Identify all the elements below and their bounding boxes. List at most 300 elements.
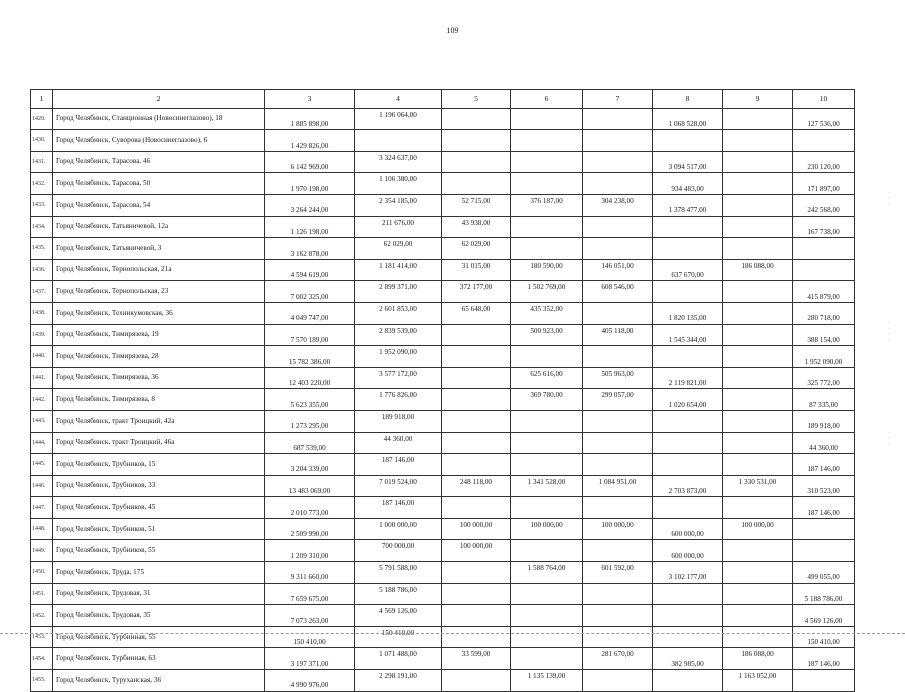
row-number: 1444. bbox=[31, 432, 53, 454]
address-cell: Город Челябинск, Трубников, 15 bbox=[53, 454, 265, 476]
amount-cell bbox=[442, 583, 511, 605]
amount-cell: 171 897,00 bbox=[793, 173, 855, 195]
amount-cell bbox=[442, 562, 511, 584]
amount-cell bbox=[511, 108, 583, 130]
amount-cell: 7 002 325,00 bbox=[265, 281, 355, 303]
amount-cell: 1 952 090,00 bbox=[793, 346, 855, 368]
table-row bbox=[31, 518, 855, 540]
amount-cell: 65 648,00 bbox=[442, 302, 511, 324]
amount-cell bbox=[511, 410, 583, 432]
amount-cell: 304 238,00 bbox=[583, 194, 653, 216]
amount-cell bbox=[793, 518, 855, 540]
amount-cell: 369 780,00 bbox=[511, 389, 583, 411]
amount-cell bbox=[583, 410, 653, 432]
amount-cell: 187 146,00 bbox=[355, 497, 442, 519]
amount-cell: 3 204 339,00 bbox=[265, 454, 355, 476]
amount-cell: 637 670,00 bbox=[653, 259, 723, 281]
amount-cell: 7 019 524,00 bbox=[355, 475, 442, 497]
amount-cell: 4 990 976,00 bbox=[265, 670, 355, 692]
amount-cell: 5 188 786,00 bbox=[793, 583, 855, 605]
row-number: 1443. bbox=[31, 410, 53, 432]
amount-cell: 1 068 528,00 bbox=[653, 108, 723, 130]
amount-cell bbox=[511, 540, 583, 562]
amount-cell: 6 142 969,00 bbox=[265, 151, 355, 173]
table-row bbox=[31, 238, 855, 260]
amount-cell: 150 410,00 bbox=[355, 626, 442, 648]
amount-cell: 13 483 069,00 bbox=[265, 475, 355, 497]
amount-cell: 388 154,00 bbox=[793, 324, 855, 346]
row-number: 1434. bbox=[31, 216, 53, 238]
amount-cell: 372 177,00 bbox=[442, 281, 511, 303]
address-cell: Город Челябинск, Суворова (Новосинеглазово), 6 bbox=[53, 130, 265, 152]
amount-cell bbox=[723, 605, 793, 627]
amount-cell: 150 410,00 bbox=[265, 626, 355, 648]
amount-cell: 2 601 853,00 bbox=[355, 302, 442, 324]
table-row bbox=[31, 346, 855, 368]
amount-cell bbox=[793, 670, 855, 692]
amount-cell: 280 718,00 bbox=[793, 302, 855, 324]
amount-cell bbox=[793, 130, 855, 152]
amount-cell bbox=[583, 432, 653, 454]
row-number: 1451. bbox=[31, 583, 53, 605]
amount-cell: 167 738,00 bbox=[793, 216, 855, 238]
amount-cell: 33 599,00 bbox=[442, 648, 511, 670]
amount-cell bbox=[653, 130, 723, 152]
amount-cell bbox=[723, 583, 793, 605]
column-header: 9 bbox=[723, 90, 793, 109]
row-number: 1438. bbox=[31, 302, 53, 324]
amount-cell: 211 676,00 bbox=[355, 216, 442, 238]
amount-cell bbox=[511, 583, 583, 605]
amount-cell: 7 570 189,00 bbox=[265, 324, 355, 346]
address-cell: Город Челябинск, Тимирязева, 19 bbox=[53, 324, 265, 346]
amount-cell: 2 119 821,00 bbox=[653, 367, 723, 389]
amount-cell bbox=[723, 626, 793, 648]
amount-cell bbox=[511, 454, 583, 476]
amount-cell: 500 923,00 bbox=[511, 324, 583, 346]
amount-cell: 2 010 773,00 bbox=[265, 497, 355, 519]
amount-cell: 3 094 517,00 bbox=[653, 151, 723, 173]
amount-cell bbox=[793, 238, 855, 260]
address-cell: Город Челябинск, тракт Троицкий, 42а bbox=[53, 410, 265, 432]
amount-cell bbox=[442, 108, 511, 130]
amount-cell bbox=[442, 324, 511, 346]
amount-cell: 4 569 126,00 bbox=[355, 605, 442, 627]
amount-cell: 100 000,00 bbox=[511, 518, 583, 540]
address-cell: Город Челябинск, Татьяничевой, 3 bbox=[53, 238, 265, 260]
amount-cell: 1 196 064,00 bbox=[355, 108, 442, 130]
amount-cell: 44 360,00 bbox=[793, 432, 855, 454]
column-header: 8 bbox=[653, 90, 723, 109]
amount-cell bbox=[583, 540, 653, 562]
amount-cell bbox=[653, 583, 723, 605]
amount-cell: 62 029,00 bbox=[355, 238, 442, 260]
amount-cell: 248 118,00 bbox=[442, 475, 511, 497]
amount-cell: 180 590,00 bbox=[511, 259, 583, 281]
amount-cell: 376 187,00 bbox=[511, 194, 583, 216]
amount-cell: 2 703 873,00 bbox=[653, 475, 723, 497]
address-cell: Город Челябинск, Трудовая, 31 bbox=[53, 583, 265, 605]
address-cell: Город Челябинск, Тернопольская, 21а bbox=[53, 259, 265, 281]
table-row bbox=[31, 562, 855, 584]
amount-cell bbox=[723, 540, 793, 562]
header-row bbox=[31, 90, 855, 109]
address-cell: Город Челябинск, Тимирязева, 28 bbox=[53, 346, 265, 368]
amount-cell: 687 539,00 bbox=[265, 432, 355, 454]
amount-cell: 415 879,00 bbox=[793, 281, 855, 303]
amount-cell bbox=[653, 626, 723, 648]
amount-cell: 310 523,00 bbox=[793, 475, 855, 497]
amount-cell bbox=[723, 108, 793, 130]
amount-cell bbox=[723, 389, 793, 411]
amount-cell bbox=[442, 432, 511, 454]
address-cell: Город Челябинск, Турбинная, 55 bbox=[53, 626, 265, 648]
amount-cell: 3 162 878,00 bbox=[265, 238, 355, 260]
column-header: 4 bbox=[355, 90, 442, 109]
address-cell: Город Челябинск, Трубников, 55 bbox=[53, 540, 265, 562]
amount-cell: 100 000,00 bbox=[723, 518, 793, 540]
row-number: 1429. bbox=[31, 108, 53, 130]
amount-cell bbox=[723, 130, 793, 152]
amount-cell bbox=[653, 432, 723, 454]
amount-cell: 405 118,00 bbox=[583, 324, 653, 346]
amount-cell: 87 335,00 bbox=[793, 389, 855, 411]
row-number: 1436. bbox=[31, 259, 53, 281]
amount-cell: 2 839 539,00 bbox=[355, 324, 442, 346]
amount-cell bbox=[723, 497, 793, 519]
amount-cell bbox=[442, 130, 511, 152]
amount-cell: 4 594 619,00 bbox=[265, 259, 355, 281]
row-number: 1439. bbox=[31, 324, 53, 346]
funding-table bbox=[30, 89, 855, 692]
amount-cell bbox=[653, 281, 723, 303]
amount-cell: 31 015,00 bbox=[442, 259, 511, 281]
amount-cell: 15 782 386,00 bbox=[265, 346, 355, 368]
amount-cell: 1 000 000,00 bbox=[355, 518, 442, 540]
amount-cell: 299 057,00 bbox=[583, 389, 653, 411]
amount-cell bbox=[723, 151, 793, 173]
amount-cell: 1 341 528,00 bbox=[511, 475, 583, 497]
amount-cell: 1 181 414,00 bbox=[355, 259, 442, 281]
amount-cell: 127 536,00 bbox=[793, 108, 855, 130]
amount-cell bbox=[723, 367, 793, 389]
row-number: 1449. bbox=[31, 540, 53, 562]
amount-cell bbox=[511, 130, 583, 152]
amount-cell: 325 772,00 bbox=[793, 367, 855, 389]
amount-cell: 1 952 090,00 bbox=[355, 346, 442, 368]
amount-cell bbox=[511, 605, 583, 627]
amount-cell: 1 588 764,00 bbox=[511, 562, 583, 584]
address-cell: Город Челябинск, Татьяничевой, 12а bbox=[53, 216, 265, 238]
amount-cell: 1 820 135,00 bbox=[653, 302, 723, 324]
amount-cell bbox=[723, 194, 793, 216]
amount-cell bbox=[723, 173, 793, 195]
amount-cell: 186 088,00 bbox=[723, 259, 793, 281]
amount-cell: 7 659 675,00 bbox=[265, 583, 355, 605]
amount-cell: 1 071 488,00 bbox=[355, 648, 442, 670]
table-row bbox=[31, 583, 855, 605]
amount-cell bbox=[583, 583, 653, 605]
table-row bbox=[31, 497, 855, 519]
table-row bbox=[31, 648, 855, 670]
amount-cell: 382 985,00 bbox=[653, 648, 723, 670]
row-number: 1435. bbox=[31, 238, 53, 260]
amount-cell: 934 483,00 bbox=[653, 173, 723, 195]
scan-artifact: · · · bbox=[888, 430, 891, 448]
scan-artifact: · · · · bbox=[888, 320, 891, 344]
row-number: 1448. bbox=[31, 518, 53, 540]
table-row bbox=[31, 454, 855, 476]
table-row bbox=[31, 324, 855, 346]
amount-cell bbox=[583, 626, 653, 648]
amount-cell bbox=[723, 324, 793, 346]
address-cell: Город Челябинск, Тернопольская, 23 bbox=[53, 281, 265, 303]
address-cell: Город Челябинск, Трубников, 33 bbox=[53, 475, 265, 497]
amount-cell: 3 577 172,00 bbox=[355, 367, 442, 389]
amount-cell bbox=[511, 432, 583, 454]
amount-cell bbox=[442, 367, 511, 389]
amount-cell bbox=[583, 238, 653, 260]
amount-cell bbox=[511, 626, 583, 648]
amount-cell: 187 146,00 bbox=[355, 454, 442, 476]
table-row bbox=[31, 367, 855, 389]
amount-cell: 600 000,00 bbox=[653, 540, 723, 562]
address-cell: Город Челябинск, Станционная (Новосинеглазово), 18 bbox=[53, 108, 265, 130]
amount-cell bbox=[583, 670, 653, 692]
amount-cell: 62 029,00 bbox=[442, 238, 511, 260]
amount-cell bbox=[355, 130, 442, 152]
amount-cell bbox=[442, 151, 511, 173]
amount-cell: 5 791 588,00 bbox=[355, 562, 442, 584]
amount-cell bbox=[442, 454, 511, 476]
scan-artifact: · · · bbox=[888, 190, 891, 208]
amount-cell bbox=[442, 346, 511, 368]
amount-cell bbox=[583, 346, 653, 368]
amount-cell: 1 084 951,00 bbox=[583, 475, 653, 497]
table-row bbox=[31, 432, 855, 454]
row-number: 1431. bbox=[31, 151, 53, 173]
amount-cell: 499 055,00 bbox=[793, 562, 855, 584]
amount-cell: 1 020 654,00 bbox=[653, 389, 723, 411]
row-number: 1437. bbox=[31, 281, 53, 303]
column-header: 1 bbox=[31, 90, 53, 109]
row-number: 1447. bbox=[31, 497, 53, 519]
address-cell: Город Челябинск, Туруханская, 36 bbox=[53, 670, 265, 692]
table-row bbox=[31, 216, 855, 238]
amount-cell bbox=[723, 454, 793, 476]
address-cell: Город Челябинск, Трудовая, 35 bbox=[53, 605, 265, 627]
row-number: 1440. bbox=[31, 346, 53, 368]
amount-cell bbox=[511, 346, 583, 368]
page-number: 109 bbox=[446, 26, 459, 35]
amount-cell: 2 298 191,00 bbox=[355, 670, 442, 692]
amount-cell: 1 429 826,00 bbox=[265, 130, 355, 152]
address-cell: Город Челябинск, тракт Троицкий, 46а bbox=[53, 432, 265, 454]
amount-cell: 5 188 786,00 bbox=[355, 583, 442, 605]
amount-cell bbox=[653, 670, 723, 692]
address-cell: Город Челябинск, Тимирязева, 8 bbox=[53, 389, 265, 411]
row-number: 1432. bbox=[31, 173, 53, 195]
column-header: 6 bbox=[511, 90, 583, 109]
amount-cell: 1 885 898,00 bbox=[265, 108, 355, 130]
column-header: 3 bbox=[265, 90, 355, 109]
amount-cell: 4 049 747,00 bbox=[265, 302, 355, 324]
amount-cell bbox=[653, 454, 723, 476]
amount-cell bbox=[583, 130, 653, 152]
table-row bbox=[31, 302, 855, 324]
amount-cell bbox=[511, 238, 583, 260]
row-number: 1453. bbox=[31, 626, 53, 648]
table-row bbox=[31, 475, 855, 497]
amount-cell: 700 000,00 bbox=[355, 540, 442, 562]
amount-cell bbox=[723, 238, 793, 260]
table-row bbox=[31, 410, 855, 432]
address-cell: Город Челябинск, Турбинная, 63 bbox=[53, 648, 265, 670]
address-cell: Город Челябинск, Техникумовская, 36 bbox=[53, 302, 265, 324]
row-number: 1454. bbox=[31, 648, 53, 670]
amount-cell: 230 120,00 bbox=[793, 151, 855, 173]
amount-cell bbox=[442, 626, 511, 648]
row-number: 1446. bbox=[31, 475, 53, 497]
amount-cell: 7 073 263,00 bbox=[265, 605, 355, 627]
amount-cell bbox=[583, 173, 653, 195]
amount-cell: 1 545 344,00 bbox=[653, 324, 723, 346]
amount-cell: 3 264 244,00 bbox=[265, 194, 355, 216]
row-number: 1430. bbox=[31, 130, 53, 152]
amount-cell: 3 197 371,00 bbox=[265, 648, 355, 670]
table-row bbox=[31, 670, 855, 692]
amount-cell bbox=[653, 605, 723, 627]
table-row bbox=[31, 605, 855, 627]
address-cell: Город Челябинск, Тарасова, 54 bbox=[53, 194, 265, 216]
amount-cell bbox=[583, 497, 653, 519]
row-number: 1445. bbox=[31, 454, 53, 476]
table-row bbox=[31, 626, 855, 648]
amount-cell bbox=[723, 346, 793, 368]
amount-cell: 281 670,00 bbox=[583, 648, 653, 670]
amount-cell: 625 616,00 bbox=[511, 367, 583, 389]
amount-cell: 600 000,00 bbox=[653, 518, 723, 540]
amount-cell bbox=[653, 497, 723, 519]
table-row bbox=[31, 540, 855, 562]
address-cell: Город Челябинск, Тимирязева, 36 bbox=[53, 367, 265, 389]
table-row bbox=[31, 151, 855, 173]
amount-cell: 1 502 769,00 bbox=[511, 281, 583, 303]
amount-cell bbox=[723, 302, 793, 324]
amount-cell: 505 963,00 bbox=[583, 367, 653, 389]
address-cell: Город Челябинск, Тарасова, 50 bbox=[53, 173, 265, 195]
column-header: 10 bbox=[793, 90, 855, 109]
amount-cell bbox=[793, 259, 855, 281]
amount-cell: 146 051,00 bbox=[583, 259, 653, 281]
amount-cell bbox=[442, 173, 511, 195]
amount-cell bbox=[793, 540, 855, 562]
column-header: 5 bbox=[442, 90, 511, 109]
amount-cell: 187 146,00 bbox=[793, 648, 855, 670]
amount-cell: 187 146,00 bbox=[793, 454, 855, 476]
amount-cell bbox=[583, 151, 653, 173]
amount-cell: 187 146,00 bbox=[793, 497, 855, 519]
address-cell: Город Челябинск, Трубников, 45 bbox=[53, 497, 265, 519]
amount-cell: 608 546,00 bbox=[583, 281, 653, 303]
column-header: 2 bbox=[53, 90, 265, 109]
amount-cell bbox=[511, 216, 583, 238]
amount-cell: 2 509 990,00 bbox=[265, 518, 355, 540]
amount-cell: 242 568,00 bbox=[793, 194, 855, 216]
amount-cell: 435 352,00 bbox=[511, 302, 583, 324]
table-row bbox=[31, 108, 855, 130]
amount-cell bbox=[442, 410, 511, 432]
amount-cell bbox=[723, 281, 793, 303]
table-row bbox=[31, 259, 855, 281]
amount-cell: 1 126 198,00 bbox=[265, 216, 355, 238]
amount-cell: 44 360,00 bbox=[355, 432, 442, 454]
amount-cell bbox=[723, 410, 793, 432]
row-number: 1442. bbox=[31, 389, 53, 411]
amount-cell: 1 135 139,00 bbox=[511, 670, 583, 692]
amount-cell: 5 623 355,00 bbox=[265, 389, 355, 411]
amount-cell bbox=[723, 562, 793, 584]
amount-cell bbox=[511, 151, 583, 173]
amount-cell bbox=[653, 238, 723, 260]
amount-cell: 100 000,00 bbox=[442, 518, 511, 540]
amount-cell: 52 715,00 bbox=[442, 194, 511, 216]
amount-cell: 189 918,00 bbox=[793, 410, 855, 432]
amount-cell bbox=[723, 432, 793, 454]
page-bottom-rule bbox=[0, 633, 905, 634]
amount-cell bbox=[653, 410, 723, 432]
amount-cell bbox=[442, 389, 511, 411]
amount-cell bbox=[583, 605, 653, 627]
amount-cell: 150 410,00 bbox=[793, 626, 855, 648]
amount-cell bbox=[583, 454, 653, 476]
amount-cell: 601 592,00 bbox=[583, 562, 653, 584]
amount-cell: 186 088,00 bbox=[723, 648, 793, 670]
amount-cell bbox=[442, 670, 511, 692]
amount-cell: 1 209 310,00 bbox=[265, 540, 355, 562]
amount-cell: 189 918,00 bbox=[355, 410, 442, 432]
table-row bbox=[31, 389, 855, 411]
amount-cell bbox=[653, 216, 723, 238]
address-cell: Город Челябинск, Тарасова, 46 bbox=[53, 151, 265, 173]
amount-cell bbox=[511, 173, 583, 195]
amount-cell bbox=[723, 216, 793, 238]
table-row bbox=[31, 194, 855, 216]
row-number: 1452. bbox=[31, 605, 53, 627]
column-header: 7 bbox=[583, 90, 653, 109]
amount-cell bbox=[442, 605, 511, 627]
amount-cell: 3 102 177,00 bbox=[653, 562, 723, 584]
amount-cell bbox=[583, 302, 653, 324]
amount-cell: 100 000,00 bbox=[442, 540, 511, 562]
amount-cell: 3 324 637,00 bbox=[355, 151, 442, 173]
amount-cell: 1 970 198,00 bbox=[265, 173, 355, 195]
amount-cell bbox=[583, 108, 653, 130]
address-cell: Город Челябинск, Труда, 175 bbox=[53, 562, 265, 584]
amount-cell: 1 163 052,00 bbox=[723, 670, 793, 692]
amount-cell: 12 403 220,00 bbox=[265, 367, 355, 389]
row-number: 1450. bbox=[31, 562, 53, 584]
table-row bbox=[31, 281, 855, 303]
amount-cell: 1 776 826,00 bbox=[355, 389, 442, 411]
amount-cell: 9 311 660,00 bbox=[265, 562, 355, 584]
amount-cell bbox=[653, 346, 723, 368]
amount-cell: 1 330 531,00 bbox=[723, 475, 793, 497]
address-cell: Город Челябинск, Трубников, 51 bbox=[53, 518, 265, 540]
row-number: 1455. bbox=[31, 670, 53, 692]
amount-cell: 43 938,00 bbox=[442, 216, 511, 238]
amount-cell: 1 273 295,00 bbox=[265, 410, 355, 432]
